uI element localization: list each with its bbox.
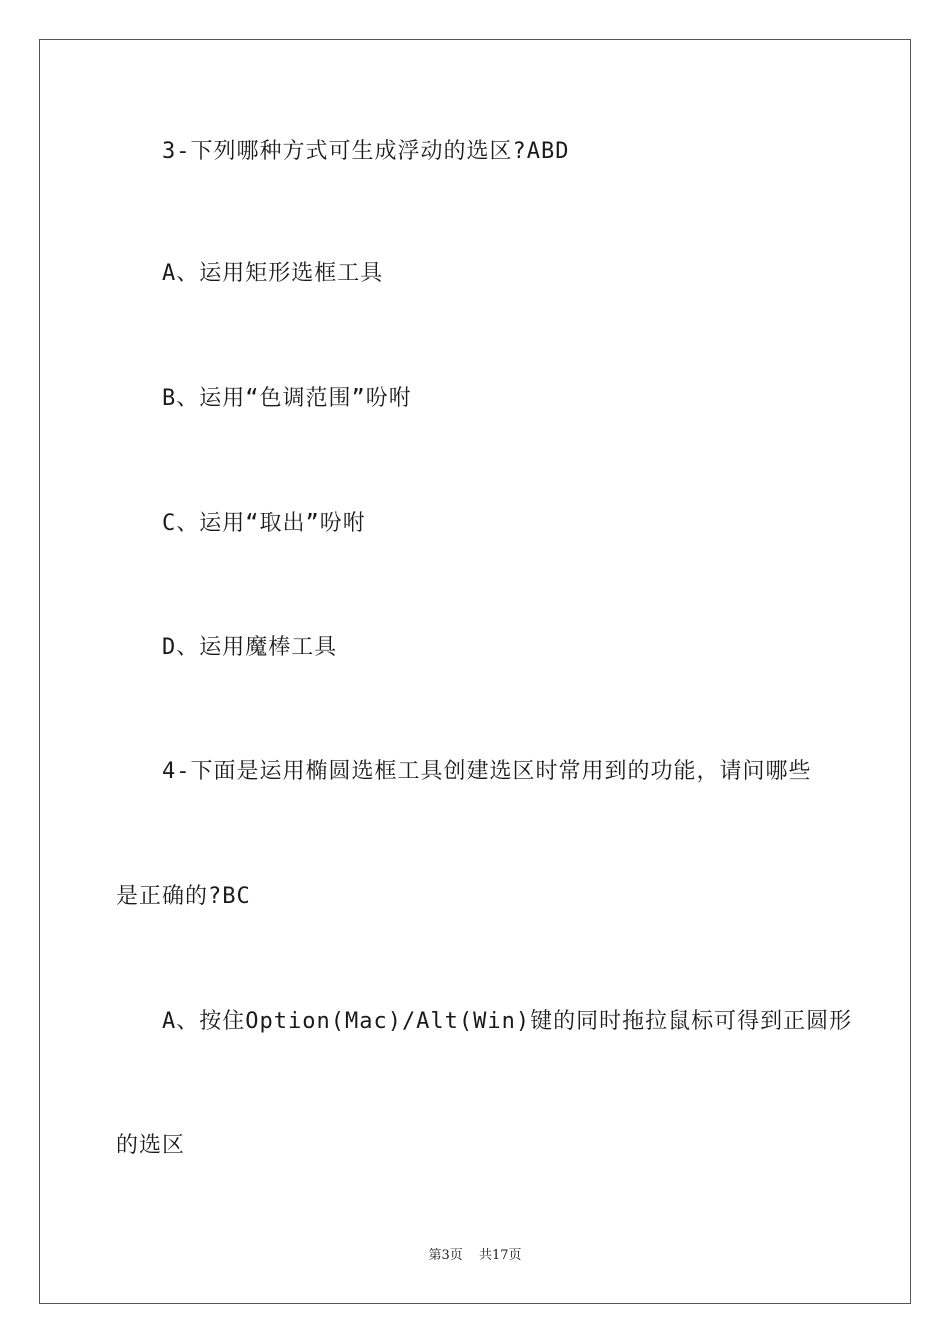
question-3-option-d: D、运用魔棒工具 xyxy=(162,635,338,660)
page-border xyxy=(39,39,911,1304)
question-4-option-a-line-1: A、按住Option(Mac)/Alt(Win)键的同时拖拉鼠标可得到正圆形 xyxy=(162,1009,853,1034)
question-3-stem: 3-下列哪种方式可生成浮动的选区?ABD xyxy=(162,139,570,164)
page-total: 共17页 xyxy=(478,1248,522,1263)
question-3-option-b: B、运用“色调范围”吩咐 xyxy=(162,386,412,411)
question-4-stem-line-1: 4-下面是运用椭圆选框工具创建选区时常用到的功能，请问哪些 xyxy=(162,759,812,784)
question-4-stem-line-2: 是正确的?BC xyxy=(116,884,251,909)
question-4-option-a-line-2: 的选区 xyxy=(116,1133,186,1158)
question-3-option-a: A、运用矩形选框工具 xyxy=(162,261,384,286)
question-3-option-c: C、运用“取出”吩咐 xyxy=(162,511,366,536)
page-number: 第3页 xyxy=(428,1248,463,1263)
page-footer xyxy=(0,1247,950,1265)
